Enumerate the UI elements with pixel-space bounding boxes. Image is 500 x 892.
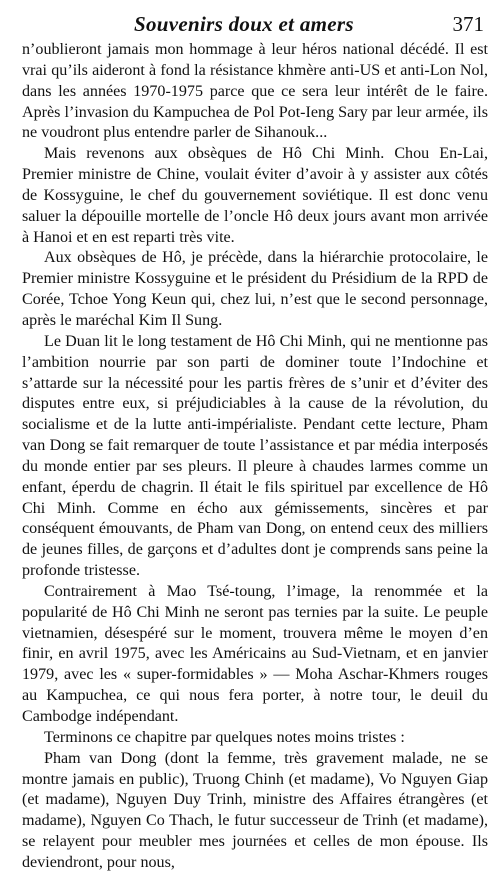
- paragraph: Aux obsèques de Hô, je précède, dans la hiérarchie protocolaire, le Premier ministre Kossyguine et le président du Présidium de la RPD de Corée, Tchoe Yong Keun qui, chez lui, n’est que le second personnage, après le maréchal Kim Il Sung.: [22, 249, 488, 329]
- page-number: 371: [452, 12, 484, 36]
- paragraph: Terminons ce chapitre par quelques notes moins tristes :: [44, 728, 405, 746]
- paragraph: Le Duan lit le long testament de Hô Chi Minh, qui ne mentionne pas l’ambition nourrie par son parti de dominer toute l’Indochine et s’attarde sur la nécessité pour les partis frères de s’unir et d’éviter des disputes entre eux, si préjudiciables à la cause de la révolution, du socialisme et de la lutte anti-impérialiste. Pendant cette lecture, Pham van Dong se fait remarquer de toute l’assistance et par média interposés du monde entier par ses pleurs. Il pleure à chaudes larmes comme un enfant, éperdu de chagrin. Il était le fils spirituel par excellence de Hô Chi Minh. Comme en écho aux gémissements, sincères et par conséquent émouvants, de Pham van Dong, on entend ceux des milliers de jeunes filles, de garçons et d’adultes dont je comprends sans peine la profonde tristesse.: [22, 332, 488, 580]
- running-title: Souvenirs doux et amers: [134, 12, 354, 36]
- running-header: [22, 10, 488, 40]
- body-text: [22, 40, 488, 874]
- paragraph: Pham van Dong (dont la femme, très gravement malade, ne se montre jamais en public), Truong Chinh (et madame), Vo Nguyen Giap (et madame), Nguyen Duy Trinh, ministre des Affaires étrangères (et madame), Nguyen Co Thach, le futur successeur de Trinh (et madame), se relayent pour meubler mes journées et celles de mon épouse. Ils deviendront, pour nous,: [22, 749, 488, 871]
- paragraph: Mais revenons aux obsèques de Hô Chi Minh. Chou En-Lai, Premier ministre de Chine, voulait éviter d’avoir à y assister aux côtés de Kossyguine, le chef du gouvernement soviétique. Il est donc venu saluer la dépouille mortelle de l’oncle Hô deux jours avant mon arrivée à Hanoi et en est reparti très vite.: [22, 145, 488, 246]
- paragraph-continued: n’oublieront jamais mon hommage à leur héros national décédé. Il est vrai qu’ils aideront à fond la résistance khmère anti-US et anti-Lon Nol, dans les années 1970-1975 parce que ce sera leur intérêt de le faire. Après l’invasion du Kampuchea de Pol Pot-Ieng Sary par leur armée, ils ne voudront plus entendre parler de Sihanouk...: [22, 41, 488, 142]
- paragraph: Contrairement à Mao Tsé-toung, l’image, la renommée et la popularité de Hô Chi Minh ne seront pas ternies par la suite. Le peuple vietnamien, désespéré sur le moment, trouvera même le moyen d’en finir, en avril 1975, avec les Américains au Sud-Vietnam, et en janvier 1979, avec les « super-formidables » — Moha Aschar-Khmers rouges au Kampuchea, ce qui nous fera porter, à notre tour, le deuil du Cambodge indépendant.: [22, 582, 488, 725]
